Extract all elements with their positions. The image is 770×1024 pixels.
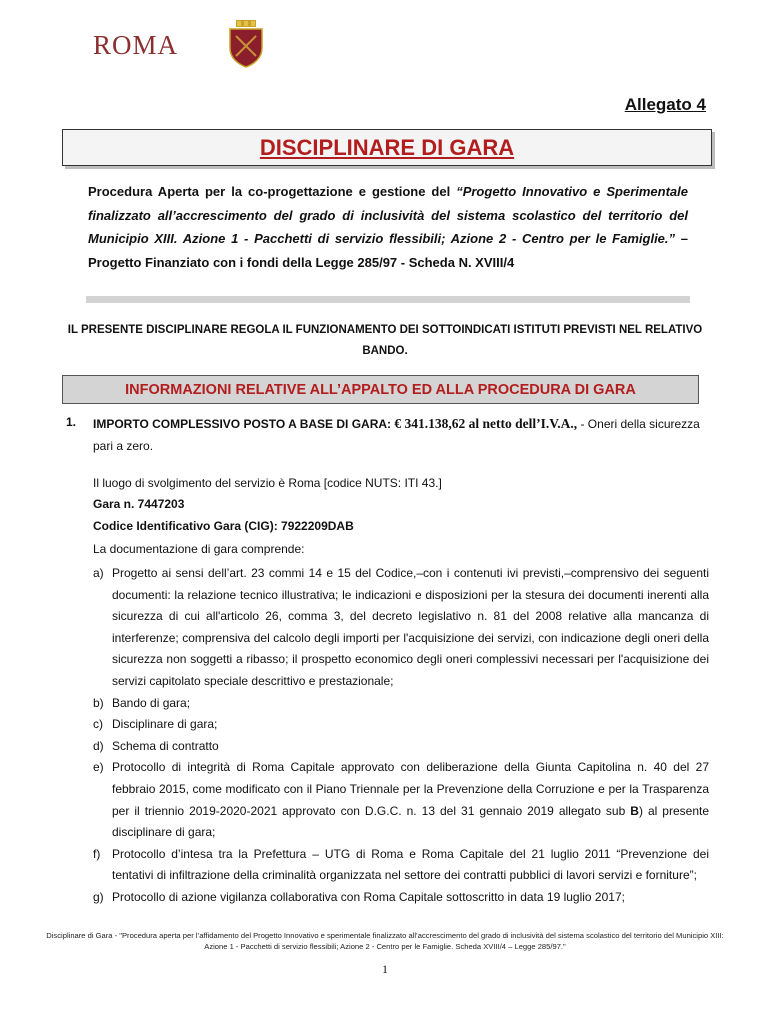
list-item (93, 693, 709, 715)
list-item-label: d) (93, 738, 104, 753)
luogo-text: Il luogo di svolgimento del servizio è Roma [codice NUTS: ITI 43.] (93, 476, 442, 490)
list-item-label: e) (93, 760, 104, 775)
list-item-label: f) (93, 846, 101, 861)
cig-code: Codice Identificativo Gara (CIG): 7922209DAB (93, 519, 354, 533)
document-title: DISCIPLINARE DI GARA (259, 134, 515, 160)
list-item (93, 563, 709, 693)
list-item-text: Protocollo di integrità di Roma Capitale approvato con deliberazione della Giunta Capitolina n. 40 del 27 febbraio 2015, come modificato con il Piano Triennale per la Prevenzione della Corruzione e per la Trasparenza per il triennio 2019-2020-2021 approvato con D.G.C. n. 13 del 31 gennaio 2019 allegato sub B) al presente disciplinare di gara; (112, 760, 710, 840)
point-1-label: IMPORTO COMPLESSIVO POSTO A BASE DI GARA: (93, 417, 395, 431)
page-number: 1 (382, 962, 388, 976)
separator-bar (86, 296, 690, 303)
roma-logo-text: ROMA (93, 30, 179, 60)
notice-text: IL PRESENTE DISCIPLINARE REGOLA IL FUNZIONAMENTO DEI SOTTOINDICATI ISTITUTI PREVISTI NEL RELATIVO BANDO. (67, 324, 703, 357)
point-number: 1. (66, 415, 77, 429)
document-title-box (62, 129, 712, 166)
list-item (93, 757, 709, 843)
roma-crest-icon (226, 20, 266, 68)
list-item-text: Schema di contratto (112, 738, 219, 753)
list-item (93, 844, 709, 887)
list-item-label: g) (93, 889, 104, 904)
documentation-list (93, 563, 709, 909)
point-1-text (93, 413, 707, 457)
gara-number: Gara n. 7447203 (93, 497, 185, 511)
list-item-text: Disciplinare di gara; (112, 717, 218, 732)
section-title: INFORMAZIONI RELATIVE ALL’APPALTO ED ALLA PROCEDURA DI GARA (125, 381, 636, 398)
intro-part2: – Progetto Finanziato con i fondi della Legge 285/97 - Scheda N. XVIII/4 (88, 231, 688, 270)
page-footer: Disciplinare di Gara - "Procedura aperta per l’affidamento del Progetto Innovativo e sperimentale finalizzato all’accrescimento del grado di inclusività del sistema scolastico del territorio del Municipio XIII: Azione 1 - Pacchetti di servizio flessibili; Azione 2 - Centro per le Famiglie. Scheda XVIII/4 – Legge 285/97." (46, 931, 724, 951)
intro-part1: Procedura Aperta per la co-progettazione e gestione del (88, 184, 457, 199)
allegato-label: Allegato 4 (624, 95, 706, 114)
list-item-text: Progetto ai sensi dell’art. 23 commi 14 e 15 del Codice,–con i contenuti ivi previsti,–comprensivo dei seguenti documenti: la relazione tecnico illustrativa; le indicazioni e disposizioni per la stesura dei documenti inerenti alla sicurezza di cui all'articolo 26, comma 3, del decreto legislativo n. 81 del 2008 relative alla mancanza di interferenze; comprensiva del calcolo degli importi per l'acquisizione dei servizi, con indicazione degli oneri della sicurezza non soggetti a ribasso; il prospetto economico degli oneri complessivi necessari per l'acquisizione dei servizi capitolato speciale descrittivo e prestazionale; (112, 566, 709, 688)
list-item-text: Protocollo di azione vigilanza collaborativa con Roma Capitale sottoscritto in data 19 luglio 2017; (112, 889, 625, 904)
list-item-label: b) (93, 695, 104, 710)
procedure-intro (88, 180, 688, 274)
point-1-amount: € 341.138,62 al netto dell’I.V.A., (394, 416, 578, 431)
list-item-text: Bando di gara; (112, 695, 191, 710)
list-item-label: c) (93, 717, 103, 732)
list-item (93, 714, 709, 736)
point-1-rest: - Oneri della sicurezza pari a zero. (93, 417, 700, 453)
doc-intro: La documentazione di gara comprende: (93, 542, 305, 556)
list-item-label: a) (93, 566, 104, 580)
list-item (93, 736, 709, 758)
intro-italic: “Progetto Innovativo e Sperimentale finalizzato all’accrescimento del grado di inclusività del sistema scolastico del territorio del Municipio XIII. Azione 1 - Pacchetti di servizio flessibili; Azione 2 - Centro per le Famiglie.” (88, 184, 689, 246)
list-item-text: Protocollo d’intesa tra la Prefettura – UTG di Roma e Roma Capitale del 21 luglio 2011 “Prevenzione dei tentativi di infiltrazione della criminalità organizzata nel settore dei contratti pubblici di lavori servizi e forniture”; (112, 846, 709, 883)
section-header-box (62, 375, 699, 404)
list-item (93, 887, 709, 909)
